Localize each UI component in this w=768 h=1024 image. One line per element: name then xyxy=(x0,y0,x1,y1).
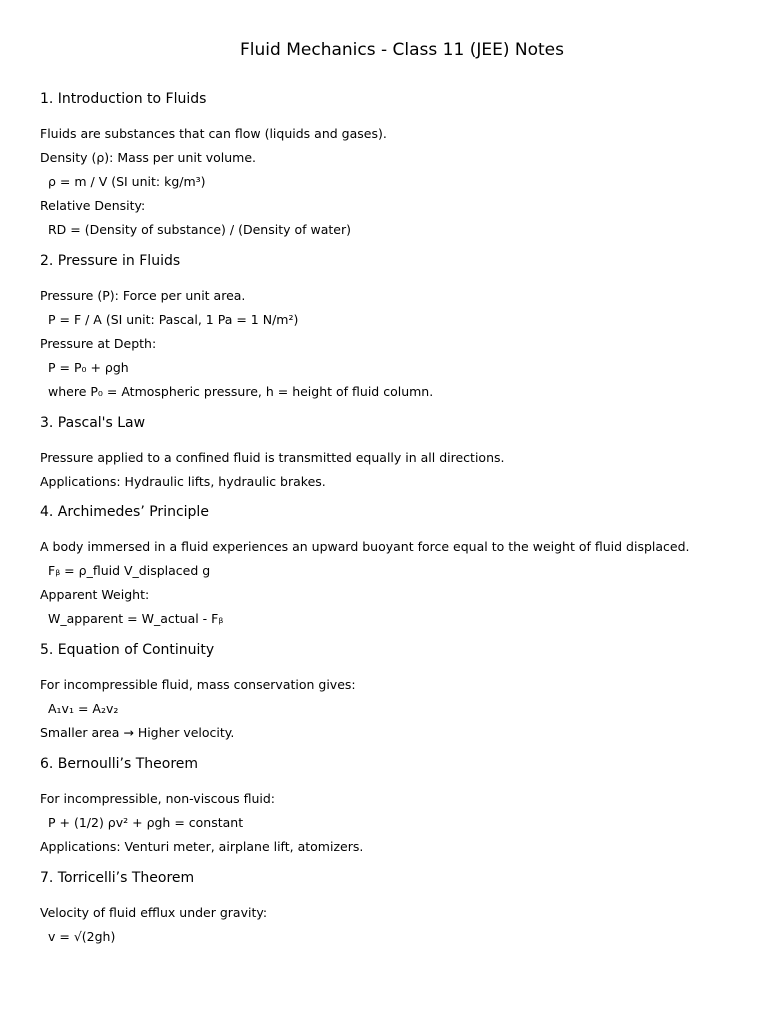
note-line: where P₀ = Atmospheric pressure, h = height of fluid column. xyxy=(48,384,434,399)
section-equation-of-continuity xyxy=(40,641,740,745)
note-line: Applications: Venturi meter, airplane lift, atomizers. xyxy=(40,839,364,854)
formula-line: W_apparent = W_actual - Fᵦ xyxy=(48,611,224,626)
note-line: Relative Density: xyxy=(40,198,146,213)
note-line: Apparent Weight: xyxy=(40,587,150,602)
note-line: For incompressible, non-viscous fluid: xyxy=(40,791,276,806)
formula-line: P = F / A (SI unit: Pascal, 1 Pa = 1 N/m²) xyxy=(48,312,299,327)
note-line: Density (ρ): Mass per unit volume. xyxy=(40,150,257,165)
formula-line: v = √(2gh) xyxy=(48,929,116,944)
section-bernoullis-theorem xyxy=(40,755,740,859)
note-line: Fluids are substances that can flow (liquids and gases). xyxy=(40,126,387,141)
formula-line: Fᵦ = ρ_fluid V_displaced g xyxy=(48,563,211,578)
note-line: Applications: Hydraulic lifts, hydraulic brakes. xyxy=(40,474,326,489)
note-line: A body immersed in a fluid experiences an upward buoyant force equal to the weight of fluid displaced. xyxy=(40,539,690,554)
note-line: Pressure (P): Force per unit area. xyxy=(40,288,246,303)
formula-line: ρ = m / V (SI unit: kg/m³) xyxy=(48,174,206,189)
section-heading: 1. Introduction to Fluids xyxy=(40,91,207,107)
section-torricellis-theorem xyxy=(40,869,740,949)
note-line: Pressure applied to a confined fluid is transmitted equally in all directions. xyxy=(40,450,505,465)
section-archimedes-principle xyxy=(40,503,740,631)
section-pressure-in-fluids xyxy=(40,252,740,404)
section-heading: 5. Equation of Continuity xyxy=(40,642,215,658)
section-heading: 3. Pascal's Law xyxy=(40,415,146,431)
formula-line: P + (1/2) ρv² + ρgh = constant xyxy=(48,815,244,830)
section-heading: 7. Torricelli’s Theorem xyxy=(40,870,195,886)
section-heading: 6. Bernoulli’s Theorem xyxy=(40,756,199,772)
formula-line: A₁v₁ = A₂v₂ xyxy=(48,701,119,716)
note-line: Smaller area → Higher velocity. xyxy=(40,725,235,740)
formula-line: P = P₀ + ρgh xyxy=(48,360,129,375)
section-introduction-to-fluids xyxy=(40,90,740,242)
note-line: Velocity of fluid efflux under gravity: xyxy=(40,905,268,920)
page-title: Fluid Mechanics - Class 11 (JEE) Notes xyxy=(240,40,564,60)
formula-line: RD = (Density of substance) / (Density of water) xyxy=(48,222,351,237)
note-line: Pressure at Depth: xyxy=(40,336,157,351)
note-line: For incompressible fluid, mass conservation gives: xyxy=(40,677,356,692)
section-heading: 4. Archimedes’ Principle xyxy=(40,504,209,520)
section-pascals-law xyxy=(40,414,740,494)
section-heading: 2. Pressure in Fluids xyxy=(40,253,181,269)
